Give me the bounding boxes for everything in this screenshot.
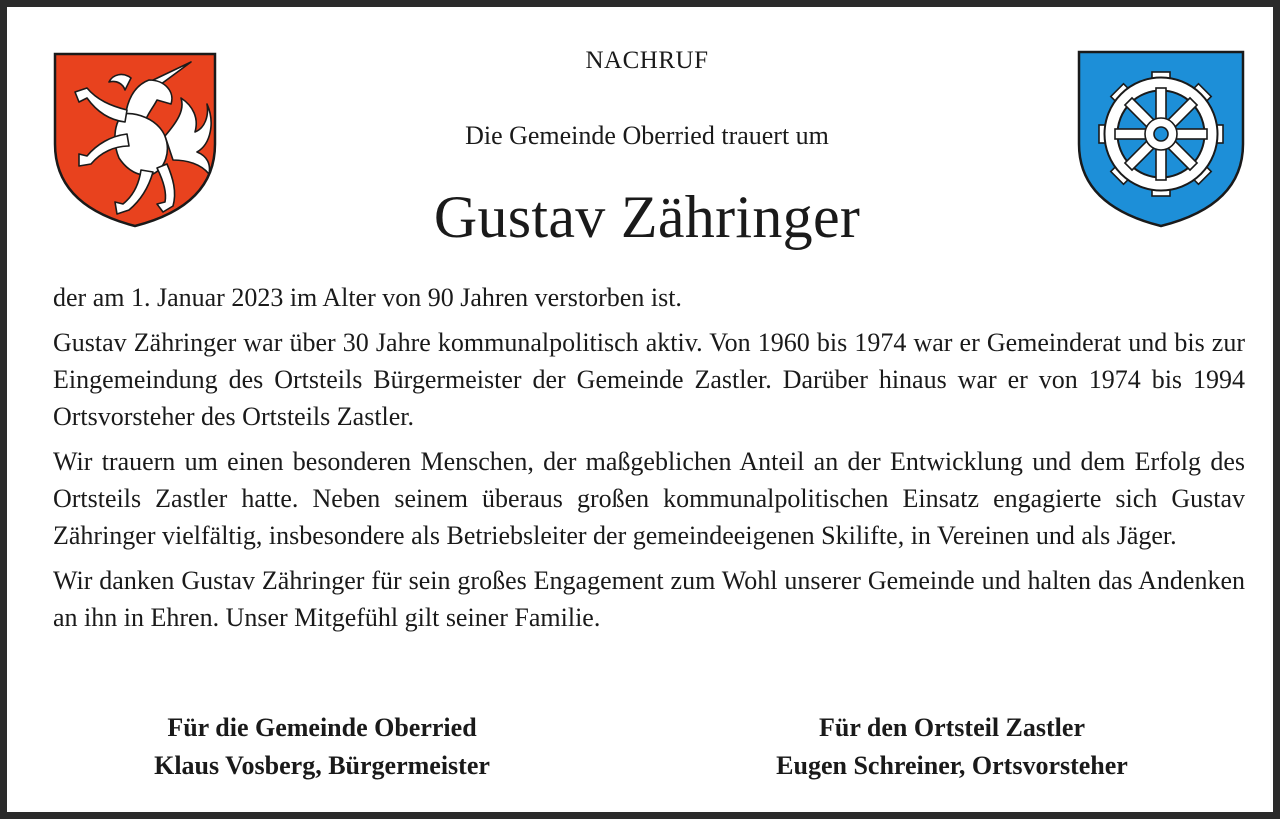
- notice-label: NACHRUF: [585, 47, 709, 74]
- signature-oberried: [87, 709, 557, 785]
- signature-person: Klaus Vosberg, Bürgermeister: [154, 751, 490, 780]
- tribute-paragraph: Wir trauern um einen besonderen Menschen, der maßgeblichen Anteil an der Entwicklung und dem Erfolg des Ortsteils Zastler hatte. Neben seinem überaus großen kommunalpolitischen Einsatz engagierte sich Gustav Zähringer vielfältig, insbesondere als Betriebsleiter der gemeindeeigenen Skilifte, in Vereinen und als Jäger.: [53, 447, 1245, 550]
- intro-line: Die Gemeinde Oberried trauert um: [465, 121, 829, 150]
- signature-zastler: [712, 709, 1192, 785]
- obituary-body: [53, 279, 1245, 644]
- career-paragraph: Gustav Zähringer war über 30 Jahre kommunalpolitisch aktiv. Von 1960 bis 1974 war er Gemeinderat und bis zur Eingemeindung des Ortsteils Bürgermeister der Gemeinde Zastler. Darüber hinaus war er von 1974 bis 1994 Ortsvorsteher des Ortsteils Zastler.: [53, 328, 1245, 431]
- signature-org: Für den Ortsteil Zastler: [819, 713, 1085, 742]
- signature-person: Eugen Schreiner, Ortsvorsteher: [776, 751, 1128, 780]
- signature-org: Für die Gemeinde Oberried: [167, 713, 477, 742]
- deceased-name: Gustav Zähringer: [433, 184, 861, 250]
- death-statement: der am 1. Januar 2023 im Alter von 90 Jahren verstorben ist.: [53, 283, 682, 312]
- thanks-paragraph: Wir danken Gustav Zähringer für sein großes Engagement zum Wohl unserer Gemeinde und halten das Andenken an ihn in Ehren. Unser Mitgefühl gilt seiner Familie.: [53, 566, 1245, 632]
